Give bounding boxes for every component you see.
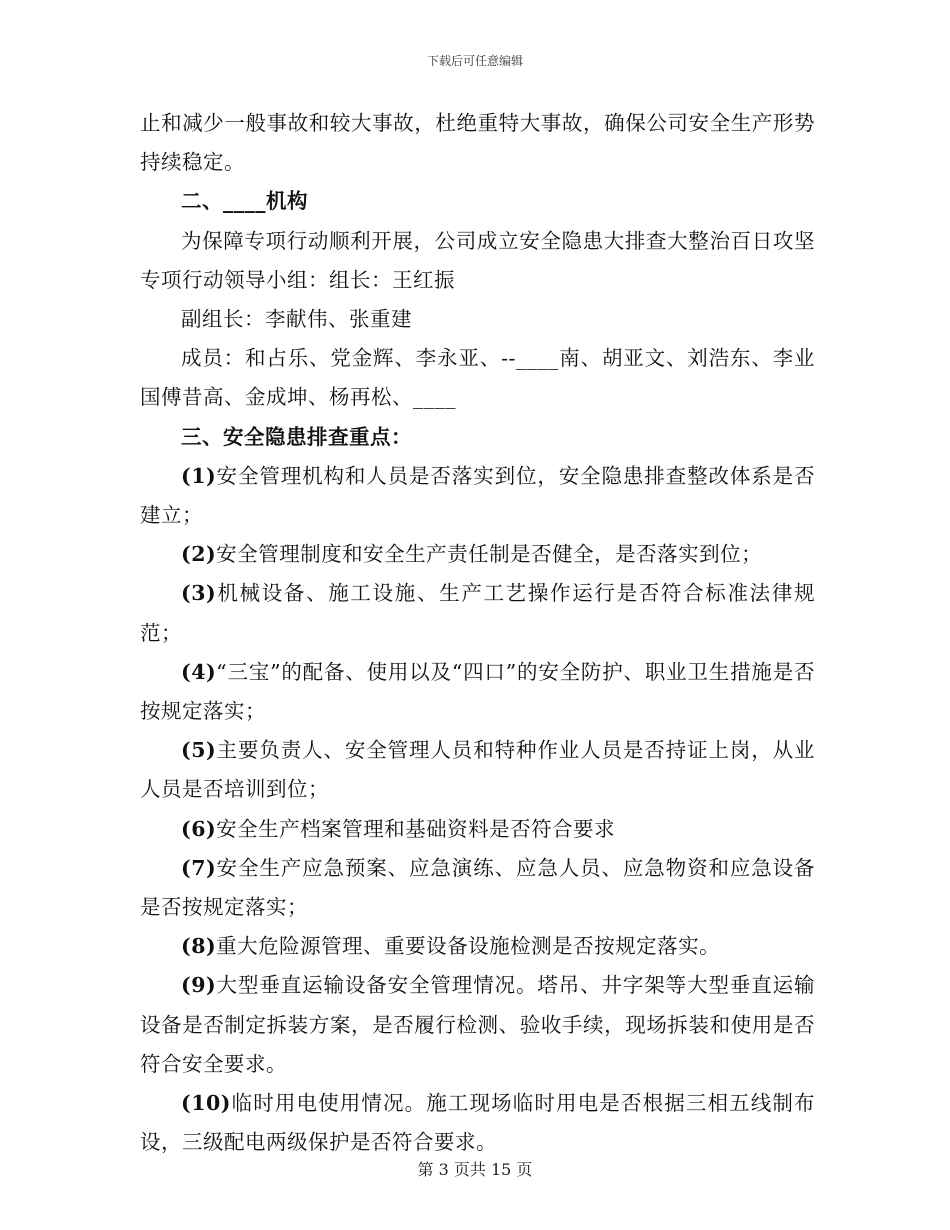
item-text: 重大危险源管理、重要设备设施检测是否按规定落实。 bbox=[216, 934, 721, 959]
document-body bbox=[140, 104, 815, 1162]
item-text: 大型垂直运输设备安全管理情况。塔吊、井字架等大型垂直运输设备是否制定拆装方案，是否履行检测、验收手续，现场拆装和使用是否符合安全要求。 bbox=[140, 973, 815, 1076]
item-number: (1) bbox=[181, 463, 217, 488]
list-item bbox=[140, 653, 815, 731]
list-item bbox=[140, 966, 815, 1084]
item-number: (5) bbox=[181, 738, 217, 763]
item-number: (3) bbox=[181, 581, 217, 606]
list-item bbox=[140, 849, 815, 927]
list-item bbox=[140, 810, 815, 849]
item-number: (7) bbox=[181, 855, 217, 880]
list-item bbox=[140, 574, 815, 652]
list-item bbox=[140, 457, 815, 535]
item-text: “三宝”的配备、使用以及“四口”的安全防护、职业卫生措施是否按规定落实； bbox=[140, 659, 815, 724]
list-item bbox=[140, 1084, 815, 1162]
list-item bbox=[140, 535, 815, 574]
item-number: (9) bbox=[181, 973, 217, 998]
item-text: 安全管理机构和人员是否落实到位，安全隐患排查整改体系是否建立； bbox=[140, 463, 815, 528]
item-text: 安全管理制度和安全生产责任制是否健全，是否落实到位； bbox=[216, 542, 763, 567]
item-text: 安全生产档案管理和基础资料是否符合要求 bbox=[216, 816, 616, 841]
item-text: 临时用电使用情况。施工现场临时用电是否根据三相五线制布设，三级配电两级保护是否符合要求。 bbox=[140, 1091, 815, 1155]
page-number: 第 3 页共 15 页 bbox=[417, 1160, 533, 1179]
section-3-title: 三、安全隐患排查重点： bbox=[181, 424, 412, 449]
item-text: 安全生产应急预案、应急演练、应急人员、应急物资和应急设备是否按规定落实； bbox=[140, 855, 815, 920]
item-number: (2) bbox=[181, 542, 217, 567]
item-number: (6) bbox=[181, 816, 217, 841]
item-number: (10) bbox=[181, 1091, 231, 1116]
item-text: 主要负责人、安全管理人员和特种作业人员是否持证上岗，从业人员是否培训到位； bbox=[140, 738, 815, 802]
item-number: (8) bbox=[181, 934, 217, 959]
members-list: 成员：和占乐、党金辉、李永亚、--____南、胡亚文、刘浩东、李业国傅昔高、金成坤、杨再松、____ bbox=[140, 346, 815, 410]
section-2-paragraph: 为保障专项行动顺利开展，公司成立安全隐患大排查大整治百日攻坚专项行动领导小组：组长：王红振 bbox=[140, 228, 815, 292]
item-text: 机械设备、施工设施、生产工艺操作运行是否符合标准法律规范； bbox=[140, 581, 815, 645]
list-item bbox=[140, 731, 815, 809]
list-item bbox=[140, 927, 815, 966]
page-header: 下载后可任意编辑 bbox=[426, 54, 523, 68]
section-2-title: 二、____机构 bbox=[181, 189, 308, 214]
item-number: (4) bbox=[181, 659, 217, 684]
intro-continuation: 止和减少一般事故和较大事故，杜绝重特大事故，确保公司安全生产形势持续稳定。 bbox=[140, 111, 815, 175]
deputy-leaders: 副组长：李献伟、张重建 bbox=[181, 307, 412, 332]
